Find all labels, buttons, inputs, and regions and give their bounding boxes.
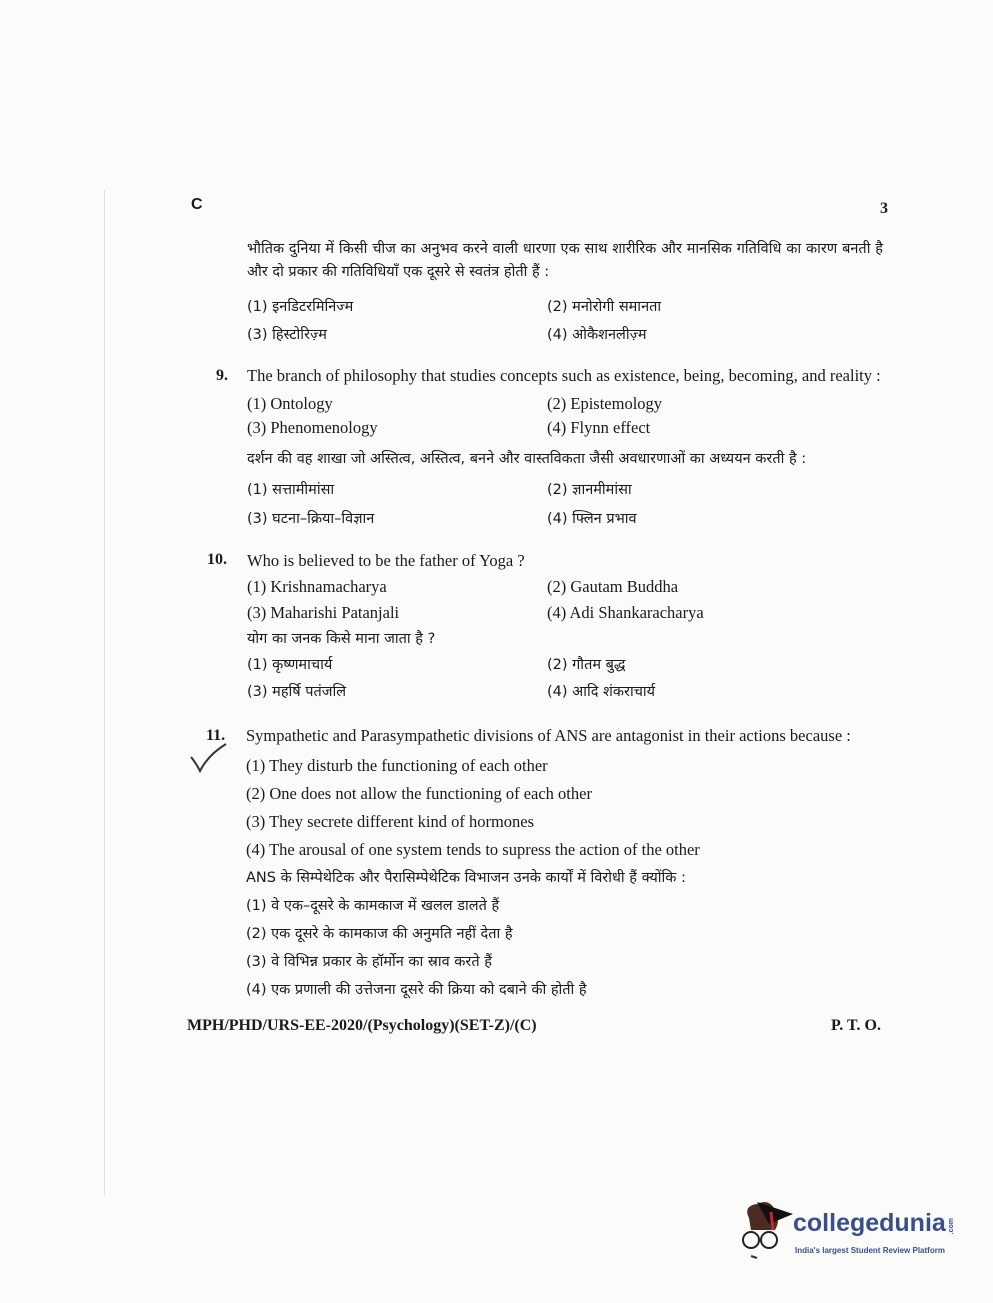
q9-hindi-options-row-1	[247, 476, 883, 505]
q10-option-1: (1) Krishnamacharya	[247, 577, 387, 596]
question-column	[187, 238, 883, 1038]
q9-option-3: (3) Phenomenology	[247, 418, 378, 437]
q8-hindi-options-row-2	[247, 321, 883, 349]
q10-option-4: (4) Adi Shankaracharya	[547, 603, 704, 622]
q11-hindi-stem: ANS के सिम्पेथेटिक और पैरासिम्पेथेटिक विभाजन उनके कार्यों में विरोधी हैं क्योंकि :	[246, 870, 686, 886]
q11-block	[206, 724, 883, 1004]
q10-option-3: (3) Maharishi Patanjali	[247, 603, 400, 622]
q10-hindi-option-2: (2) गौतम बुद्ध	[547, 657, 626, 673]
q9-stem: The branch of philosophy that studies concepts such as existence, being, becoming, and reality :	[247, 366, 881, 385]
q10-option-2: (2) Gautam Buddha	[547, 577, 679, 596]
q9-option-1: (1) Ontology	[247, 394, 333, 413]
q9-hindi-option-1: (1) सत्तामीमांसा	[247, 482, 335, 498]
q8-hindi-options-row-1	[247, 293, 883, 321]
q9-option-2: (2) Epistemology	[547, 394, 663, 413]
brand-tagline: India's largest Student Review Platform	[795, 1246, 945, 1255]
pto-label: P. T. O.	[831, 1017, 881, 1034]
mascot-logo-icon	[735, 1196, 795, 1266]
q11-option-3: (3) They secrete different kind of hormones	[246, 812, 535, 831]
q11-option-1: (1) They disturb the functioning of each other	[246, 756, 548, 775]
q9-options-row-2	[247, 416, 883, 440]
q11-option-2: (2) One does not allow the functioning of each other	[246, 784, 592, 803]
q9-hindi-option-3: (3) घटना–क्रिया–विज्ञान	[247, 511, 375, 527]
q10-stem: Who is believed to be the father of Yoga ?	[247, 551, 525, 570]
q9-hindi-stem: दर्शन की वह शाखा जो अस्तित्व, अस्तित्व, बनने और वास्तविकता जैसी अवधारणाओं का अध्ययन करती है :	[247, 451, 807, 467]
q8-hindi-option-3: (3) हिस्टोरिज़्म	[247, 327, 327, 343]
q10-options-row-1	[247, 574, 883, 600]
brand-row	[793, 1208, 956, 1238]
paper-code: MPH/PHD/URS-EE-2020/(Psychology)(SET-Z)/(C)	[187, 1017, 537, 1034]
q11-number: 11.	[206, 727, 226, 744]
page-footer	[187, 1014, 887, 1038]
q11-hindi-option-4: (4) एक प्रणाली की उत्तेजना दूसरे की क्रिया को दबाने की होती है	[246, 982, 587, 998]
brand-suffix: .com	[947, 1218, 955, 1235]
q10-hindi-option-3: (3) महर्षि पतंजलि	[247, 684, 347, 700]
q9-option-4: (4) Flynn effect	[547, 418, 651, 437]
q11-stem: Sympathetic and Parasympathetic divisions of ANS are antagonist in their actions because :	[246, 726, 851, 745]
q9-hindi-options-row-2	[247, 505, 883, 534]
page-number: 3	[880, 200, 888, 217]
q10-hindi-option-4: (4) आदि शंकराचार्य	[547, 684, 656, 700]
q10-number: 10.	[207, 551, 227, 568]
q8-hindi-option-2: (2) मनोरोगी समानता	[547, 299, 662, 315]
q10-hindi-stem: योग का जनक किसे माना जाता है ?	[247, 631, 436, 647]
q10-options-row-2	[247, 600, 883, 626]
q9-hindi-option-4: (4) फ्लिन प्रभाव	[547, 511, 637, 527]
q8-hindi-block	[247, 238, 883, 349]
q9-block	[216, 364, 883, 534]
q9-number: 9.	[216, 367, 228, 384]
collegedunia-watermark	[735, 1196, 975, 1266]
q10-hindi-options-row-1	[247, 652, 883, 679]
q8-hindi-option-4: (4) ओकैशनलीज़्म	[547, 327, 647, 343]
q11-hindi-option-1: (1) वे एक–दूसरे के कामकाज में खलल डालते हैं	[246, 898, 500, 914]
q10-hindi-option-1: (1) कृष्णमाचार्य	[247, 657, 333, 673]
q8-hindi-option-1: (1) इनडिटरमिनिज्म	[247, 299, 354, 315]
q10-block	[207, 548, 883, 706]
q8-hindi-stem: भौतिक दुनिया में किसी चीज का अनुभव करने वाली धारणा एक साथ शारीरिक और मानसिक गतिविधि का कारण बनती है और दो प्रकार की गतिविधियाँ एक दूसरे से स्वतंत्र होती हैं :	[247, 241, 883, 280]
q11-hindi-option-3: (3) वे विभिन्न प्रकार के हॉर्मोन का स्राव करते हैं	[246, 954, 492, 970]
q11-option-4: (4) The arousal of one system tends to supress the action of the other	[246, 840, 700, 859]
checkmark-icon	[188, 741, 228, 775]
q10-hindi-options-row-2	[247, 679, 883, 706]
q9-options-row-1	[247, 392, 883, 416]
scan-margin-line	[104, 190, 105, 1195]
q11-hindi-option-2: (2) एक दूसरे के कामकाज की अनुमति नहीं देता है	[246, 926, 513, 942]
set-letter: C	[191, 196, 203, 213]
q9-hindi-option-2: (2) ज्ञानमीमांसा	[547, 482, 632, 498]
brand-name: collegedunia	[793, 1209, 946, 1237]
